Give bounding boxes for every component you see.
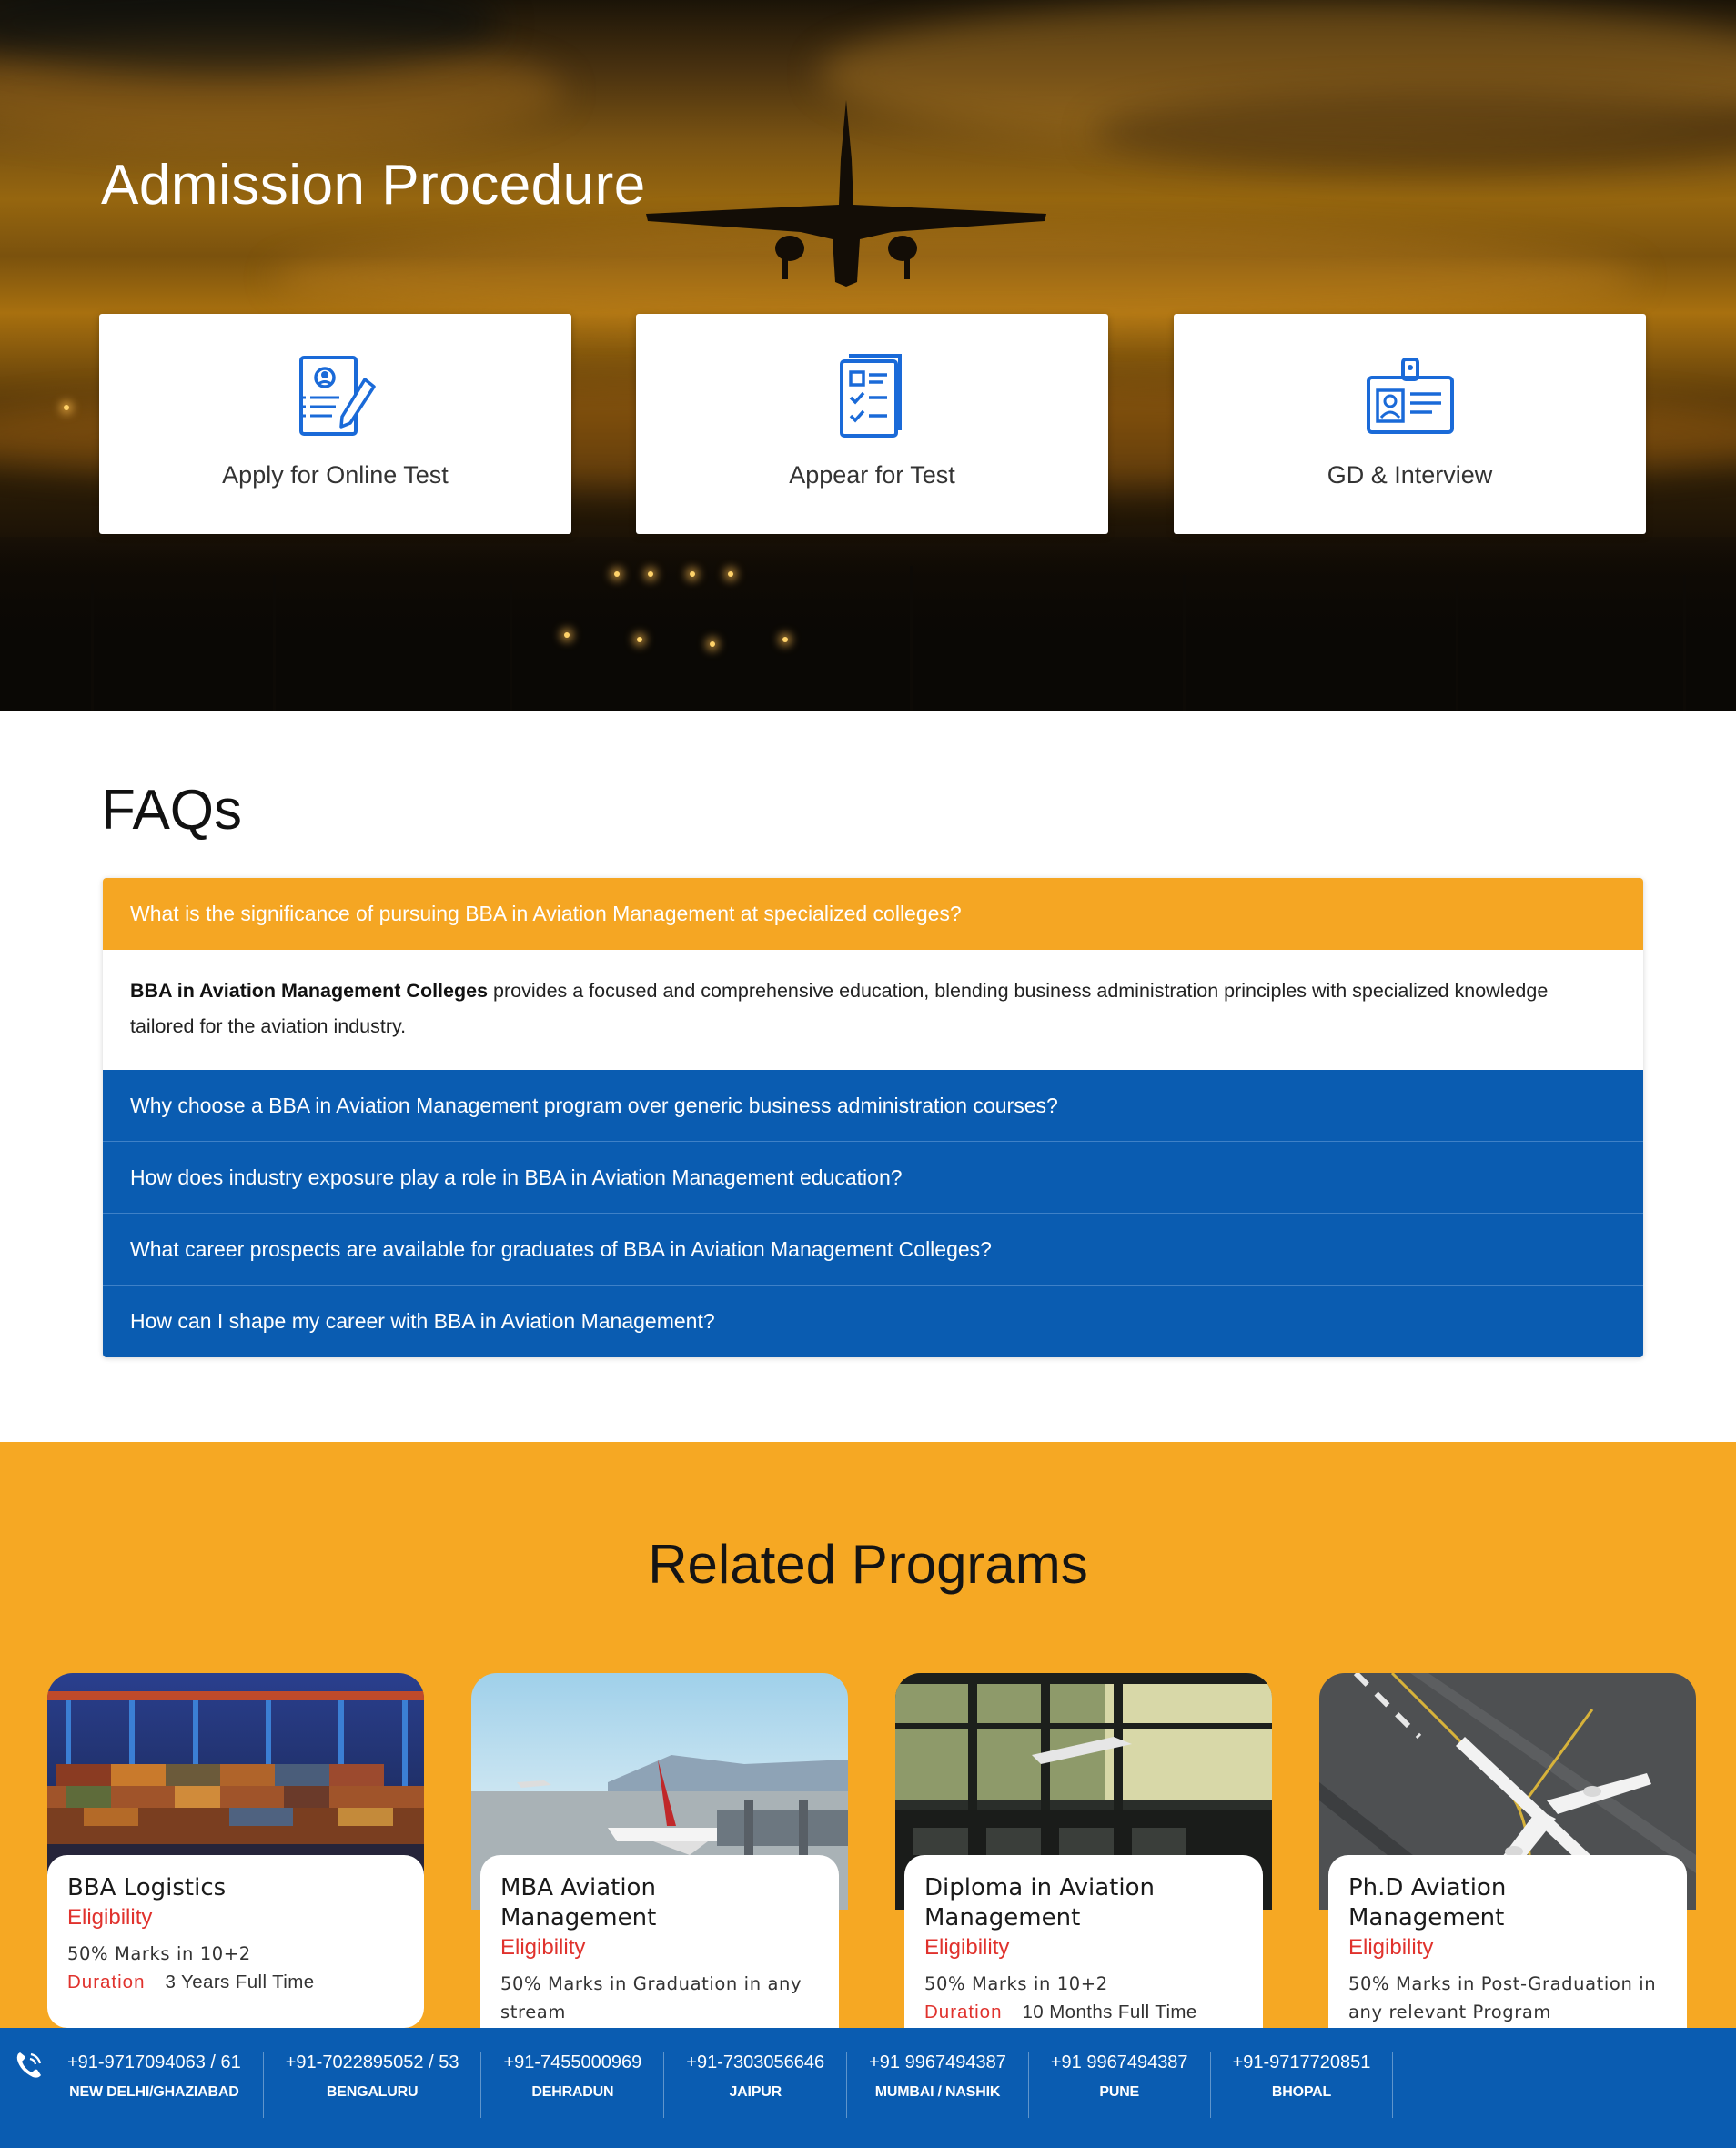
- contact-bengaluru[interactable]: [264, 2052, 482, 2118]
- program-name: Diploma in Aviation Management: [924, 1874, 1155, 1931]
- duration-row: [67, 1972, 404, 1993]
- step-card-interview[interactable]: [1174, 314, 1646, 534]
- contact-mumbai-nashik[interactable]: [847, 2052, 1029, 2118]
- airplane-silhouette: [637, 96, 1055, 287]
- duration-label: Duration: [924, 2002, 1003, 2022]
- faq-question[interactable]: What is the significance of pursuing BBA in Aviation Management at specialized colleges?: [103, 878, 1643, 950]
- contact-bar: [0, 2028, 1736, 2148]
- runway-scene: [0, 537, 1736, 711]
- contact-bhopal[interactable]: [1211, 2052, 1394, 2118]
- contact-jaipur[interactable]: [664, 2052, 847, 2118]
- contact-number[interactable]: +91-7022895052 / 53: [285, 2052, 459, 2072]
- contact-city: NEW DELHI/GHAZIABAD: [69, 2084, 239, 2100]
- eligibility-label: Eligibility: [67, 1905, 153, 1930]
- eligibility-value: 50% Marks in 10+2: [924, 1973, 1108, 1994]
- contact-city: JAIPUR: [729, 2084, 782, 2100]
- faq-accordion: [103, 878, 1643, 1357]
- faq-title: FAQs: [101, 779, 243, 842]
- faq-question[interactable]: Why choose a BBA in Aviation Management program over generic business administration courses?: [103, 1070, 1643, 1142]
- program-info: [47, 1855, 424, 2028]
- faq-question[interactable]: How does industry exposure play a role in BBA in Aviation Management education?: [103, 1142, 1643, 1214]
- contact-number[interactable]: +91-9717720851: [1232, 2052, 1371, 2072]
- contact-number[interactable]: +91 9967494387: [869, 2052, 1006, 2072]
- contact-number[interactable]: +91 9967494387: [1050, 2052, 1188, 2072]
- faq-answer-text: provides a focused and comprehensive education, blending business administration principles with specialized knowledge tailored for the aviation industry.: [130, 980, 1549, 1037]
- faq-question[interactable]: What career prospects are available for graduates of BBA in Aviation Management Colleges?: [103, 1214, 1643, 1286]
- related-title: Related Programs: [648, 1534, 1088, 1595]
- step-label: GD & Interview: [1327, 461, 1493, 489]
- contact-number[interactable]: +91-9717094063 / 61: [67, 2052, 241, 2072]
- step-card-apply[interactable]: [99, 314, 571, 534]
- eligibility-value: 50% Marks in Graduation in any stream: [500, 1973, 802, 2022]
- id-card-icon: [1365, 352, 1456, 443]
- duration-label: Duration: [67, 1972, 146, 1992]
- duration-value: 3 Years Full Time: [165, 1972, 315, 1992]
- program-card-phd-aviation[interactable]: [1319, 1673, 1696, 2055]
- contact-number[interactable]: +91-7303056646: [686, 2052, 825, 2072]
- page-title: Admission Procedure: [101, 154, 646, 217]
- program-card-diploma-aviation[interactable]: [895, 1673, 1272, 2055]
- test-checklist-icon: [827, 352, 918, 443]
- contact-city: PUNE: [1099, 2084, 1140, 2100]
- faq-question[interactable]: How can I shape my career with BBA in Aviation Management?: [103, 1286, 1643, 1357]
- faq-answer: [103, 950, 1643, 1070]
- duration-value: 10 Months Full Time: [1022, 2002, 1197, 2022]
- eligibility-value: 50% Marks in Post-Graduation in any relevant Program: [1348, 1973, 1657, 2022]
- contact-city: DEHRADUN: [531, 2084, 614, 2100]
- duration-row: [924, 2002, 1243, 2023]
- phone-icon: [13, 2049, 45, 2082]
- eligibility-value: 50% Marks in 10+2: [67, 1943, 251, 1964]
- program-name: MBA Aviation Management: [500, 1874, 657, 1931]
- program-name: Ph.D Aviation Management: [1348, 1874, 1507, 1931]
- application-form-icon: [290, 352, 381, 443]
- program-card-bba-logistics[interactable]: [47, 1673, 424, 2055]
- program-card-mba-aviation[interactable]: [471, 1673, 848, 2055]
- contact-city: BENGALURU: [326, 2084, 419, 2100]
- contact-number[interactable]: +91-7455000969: [503, 2052, 642, 2072]
- contact-city: BHOPAL: [1271, 2084, 1332, 2100]
- contact-dehradun[interactable]: [481, 2052, 664, 2118]
- eligibility-label: Eligibility: [924, 1935, 1010, 1960]
- step-card-test[interactable]: [636, 314, 1108, 534]
- contact-pune[interactable]: [1029, 2052, 1211, 2118]
- faq-answer-bold: BBA in Aviation Management Colleges: [130, 980, 489, 1002]
- eligibility-label: Eligibility: [1348, 1935, 1434, 1960]
- contact-city: MUMBAI / NASHIK: [874, 2084, 1001, 2100]
- contact-new-delhi[interactable]: [45, 2052, 264, 2118]
- program-name: BBA Logistics: [67, 1874, 227, 1901]
- step-label: Apply for Online Test: [222, 461, 449, 489]
- eligibility-label: Eligibility: [500, 1935, 586, 1960]
- hero-banner: [0, 0, 1736, 711]
- step-label: Appear for Test: [789, 461, 955, 489]
